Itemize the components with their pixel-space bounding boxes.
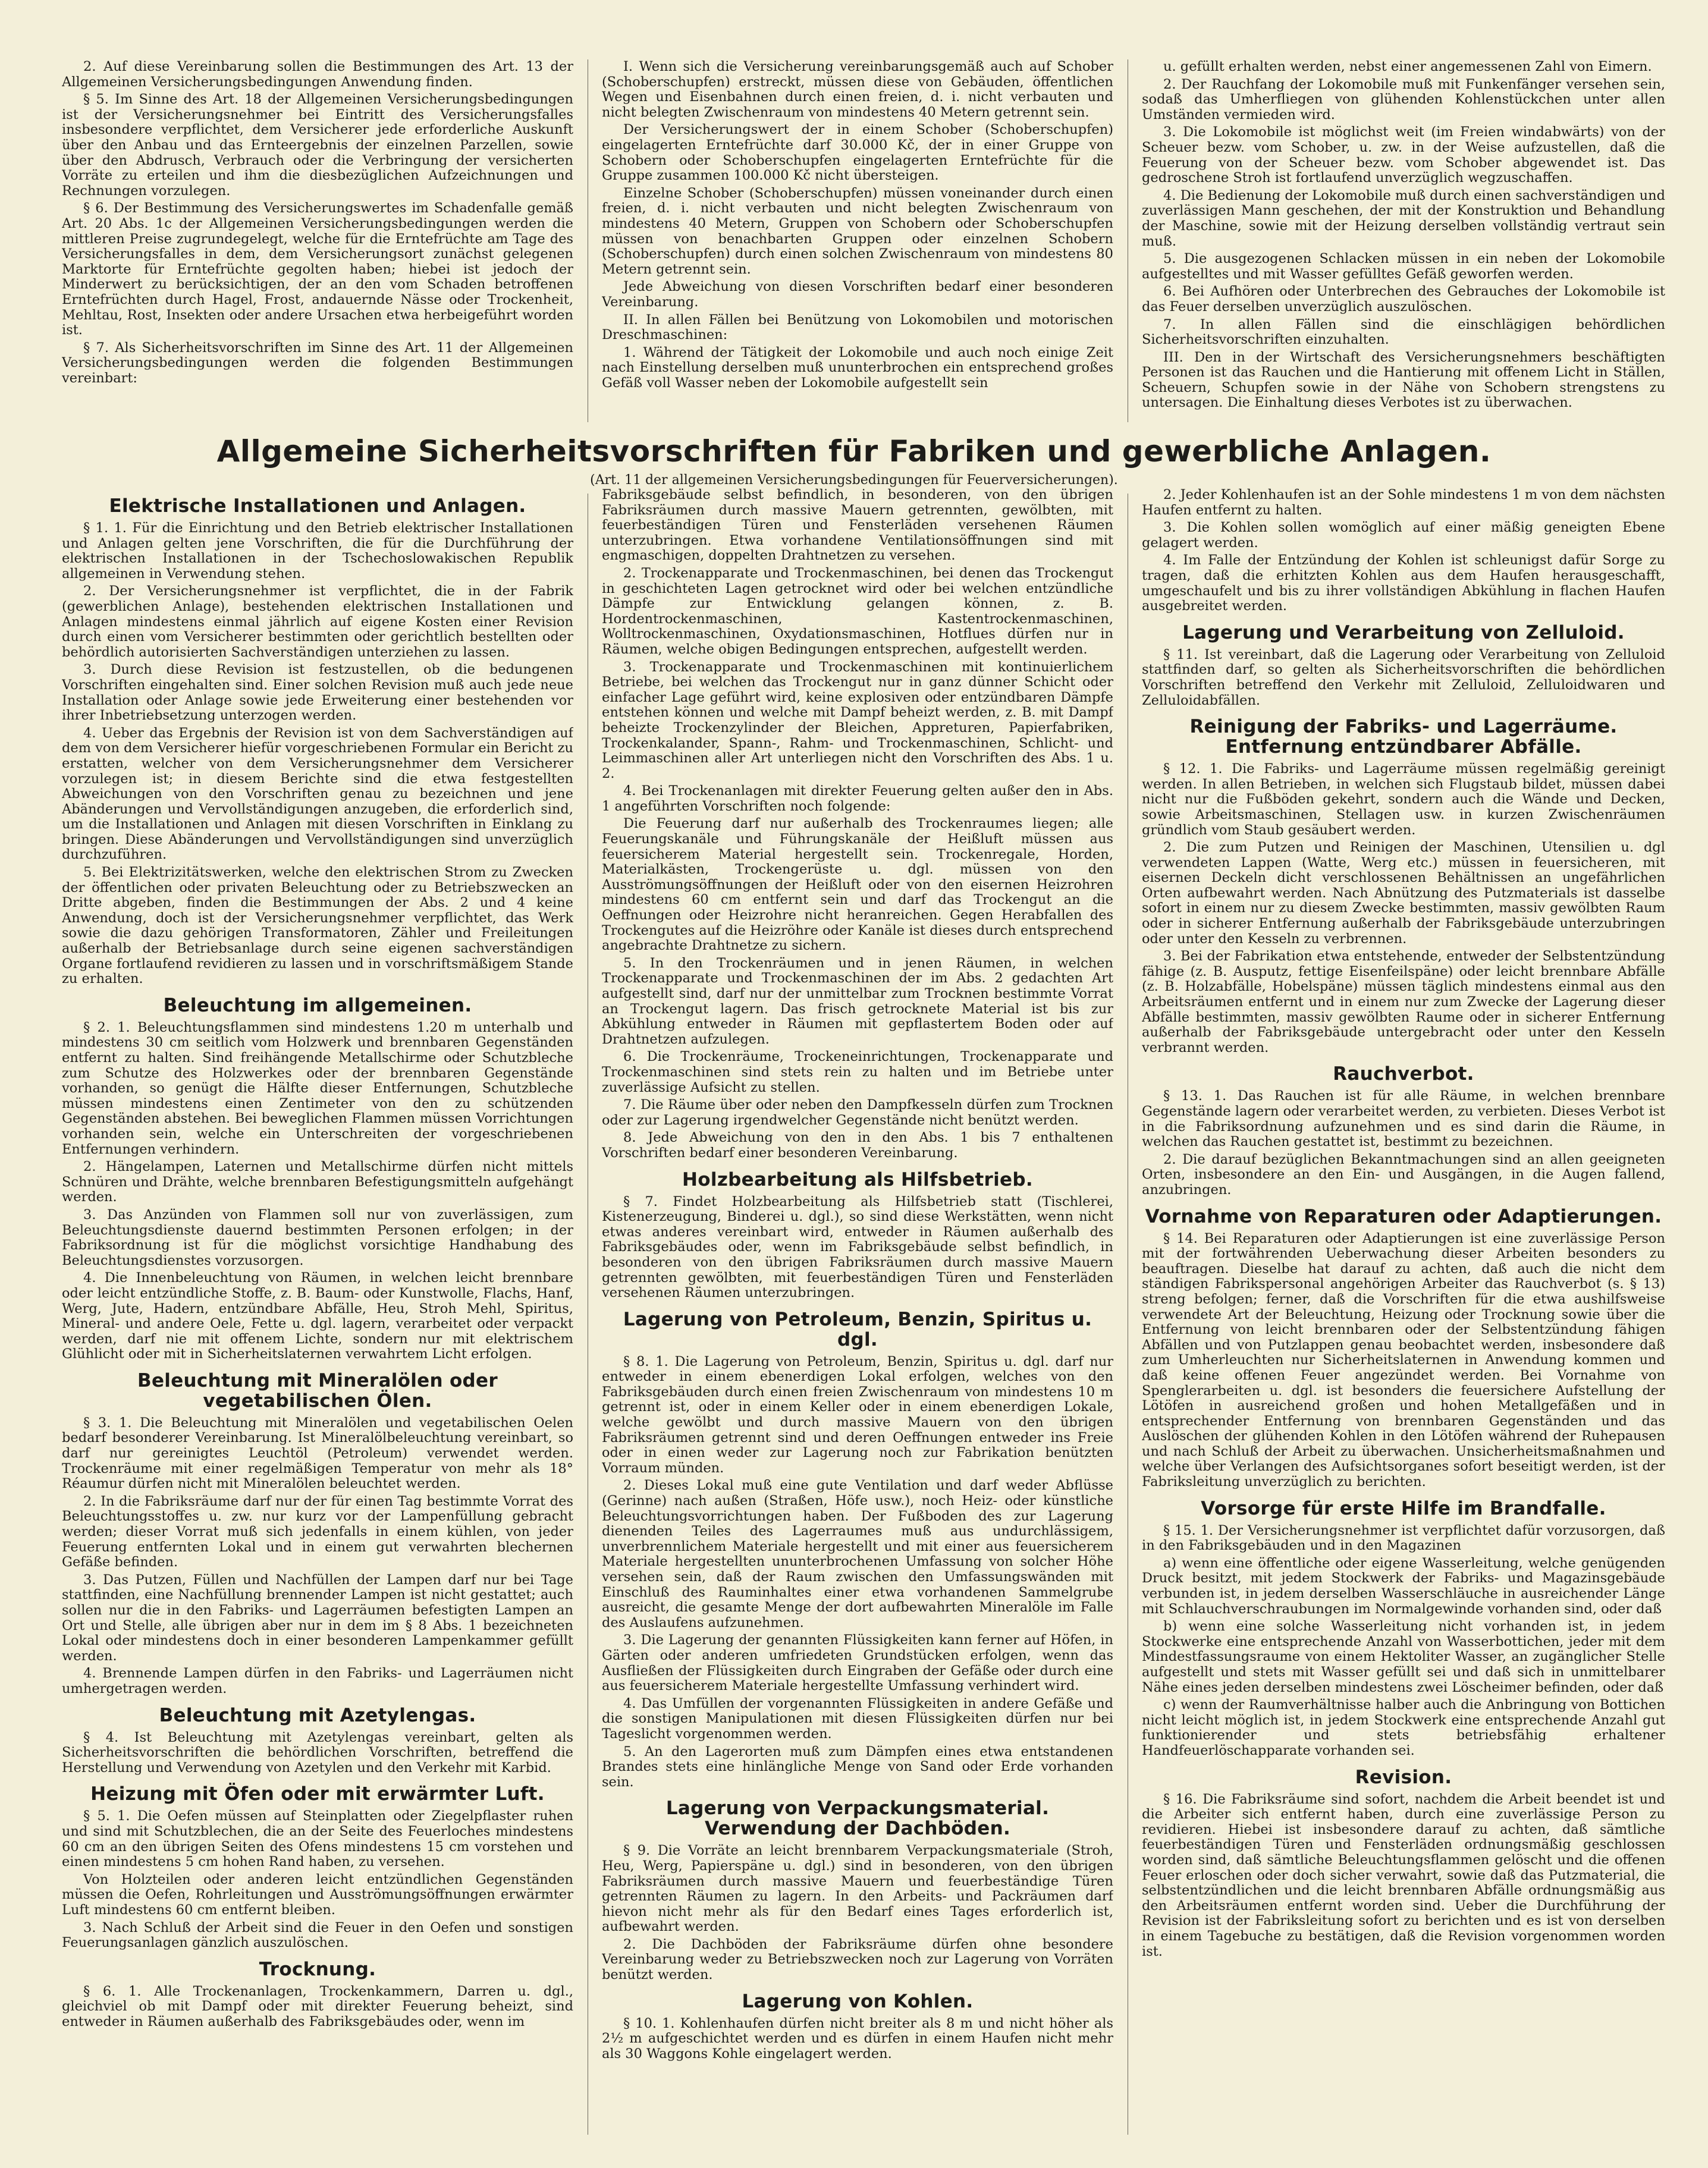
paragraph: Von Holzteilen oder anderen leicht entzündlichen Gegenständen müssen die Oefen, Rohrleitungen und Ausströmungsöffnungen erwärmter Luft mindestens 60 cm entfernt bleiben.: [62, 1871, 573, 1918]
paragraph: 2. In die Fabriksräume darf nur der für einen Tag bestimmte Vorrat des Beleuchtungsstoffes u. zw. nur kurz vor der Lampenfüllung gebracht werden; dieser Vorrat muß sich jedenfalls in einem kühlen, von jeder Feuerung entfernten Lokal und in einem gut verwahrten blechernen Gefäße befinden.: [62, 1493, 573, 1570]
paragraph: 3. Durch diese Revision ist festzustellen, ob die bedungenen Vorschriften eingehalten sind. Einer solchen Revision muß auch jede neue Installation oder Anlage sowie jede Erweiterung einer bestehenden vor ihrer Inbetriebsetzung unterzogen werden.: [62, 662, 573, 724]
paragraph: 4. Die Innenbeleuchtung von Räumen, in welchen leicht brennbare oder leicht entzündliche Stoffe, z. B. Baum- oder Kunstwolle, Flachs, Hanf, Werg, Jute, Hadern, entzündbare Abfälle, Heu, Stroh Mehl, Spiritus, Mineral- und andere Oele, Fette u. dgl. lagern, verarbeitet oder verpackt werden, darf nie mit offenem Lichte, sondern nur mit elektrischem Glühlicht oder mit in Sicherheitslaternen verwahrtem Licht erfolgen.: [62, 1270, 573, 1362]
paragraph: 1. Während der Tätigkeit der Lokomobile und auch noch einige Zeit nach Einstellung derselben muß ununterbrochen ein entsprechend großes Gefäß voll Wasser neben der Lokomobile aufgestellt sein: [602, 344, 1113, 391]
paragraph: 4. Ueber das Ergebnis der Revision ist von dem Sachverständigen auf dem von dem Versicherer hiefür vorgeschriebenen Formular ein Bericht zu erstatten, welcher von dem Versicherungsnehmer dem Versicherer vorzulegen ist; in diesem Berichte sind die etwa festgestellten Abweichungen von den Vorschriften genau zu bezeichnen und jene Abänderungen und Vervollständigungen anzugeben, die erforderlich sind, um die Installationen und Anlagen mit diesen Vorschriften in Einklang zu bringen. Diese Abänderungen und Vervollständigungen sind unverzüglich durchzuführen.: [62, 725, 573, 863]
paragraph: 8. Jede Abweichung von den in den Abs. 1 bis 7 enthaltenen Vorschriften bedarf einer besonderen Vereinbarung.: [602, 1130, 1113, 1161]
paragraph: § 5. 1. Die Oefen müssen auf Steinplatten oder Ziegelpflaster ruhen und sind mit Schutzblechen, die an der Seite des Feuerloches mindestens 60 cm an den übrigen Seiten des Ofens mindestens 15 cm vorstehen und einen mindestens 5 cm hohen Rand haben, zu versehen.: [62, 1808, 573, 1870]
section-heading: Lagerung von Petroleum, Benzin, Spiritus u. dgl.: [623, 1308, 1092, 1350]
paragraph: 7. In allen Fällen sind die einschlägigen behördlichen Sicherheitsvorschriften einzuhalten.: [1142, 316, 1665, 348]
paragraph: 2. Dieses Lokal muß eine gute Ventilation und darf weder Abflüsse (Gerinne) nach außen (Straßen, Höfe usw.), noch Heiz- oder künstliche Beleuchtungsvorrichtungen haben. Der Fußboden des zur Lagerung dienenden Teiles des Lagerraumes muß aus undurchlässigem, unverbrennlichem Materiale hergestellt und mit einer aus feuersicherem Materiale hergestellten ununterbrochenen Umfassung von solcher Höhe versehen sein, daß der Raum zwischen den Umfassungswänden mit Einschluß des Rauminhaltes einer etwa vorhandenen Sammelgrube ausreicht, die gesamte Menge der dort aufbewahrten Mineralöle im Falle des Auslaufens aufzunehmen.: [602, 1478, 1113, 1630]
paragraph: 6. Die Trockenräume, Trockeneinrichtungen, Trockenapparate und Trockenmaschinen sind stets rein zu halten und im Betriebe unter zuverlässige Aufsicht zu stellen.: [602, 1049, 1113, 1095]
paragraph: 3. Bei der Fabrikation etwa entstehende, entweder der Selbstentzündung fähige (z. B. Ausputz, fettige Eisenfeilspäne) oder leicht brennbare Abfälle (z. B. Holzabfälle, Hobelspäne) müssen täglich mindestens einmal aus den Arbeitsräumen entfernt und in einem nur zum Zwecke der Lagerung dieser Abfälle bestimmten, massiv gewölbten Raume oder in sicherer Entfernung außerhalb der Fabriksgebäude untergebracht oder unter den Kesseln verbrannt werden.: [1142, 948, 1665, 1055]
paragraph: 2. Der Versicherungsnehmer ist verpflichtet, die in der Fabrik (gewerblichen Anlage), bestehenden elektrischen Installationen und Anlagen mindestens einmal jährlich auf eigene Kosten einer Revision durch einen vom Versicherer bestimmten oder gerichtlich bestellten oder behördlich autorisierten Sachverständigen unterziehen zu lassen.: [62, 583, 573, 660]
paragraph: 2. Auf diese Vereinbarung sollen die Bestimmungen des Art. 13 der Allgemeinen Versicherungsbedingungen Anwendung finden.: [62, 59, 573, 90]
paragraph: 4. Bei Trockenanlagen mit direkter Feuerung gelten außer den in Abs. 1 angeführten Vorschriften noch folgende:: [602, 783, 1113, 814]
left-column: [62, 488, 573, 2141]
paragraph: 2. Hängelampen, Laternen und Metallschirme dürfen nicht mittels Schnüren und Drähte, welche brennbaren Befestigungsmitteln aufgehängt werden.: [62, 1159, 573, 1205]
paragraph: § 7. Findet Holzbearbeitung als Hilfsbetrieb statt (Tischlerei, Kistenerzeugung, Binderei u. dgl.), so sind diese Werkstätten, wenn nicht etwas anderes vereinbart wird, entweder in Räumen außerhalb des Fabriksgebäudes oder, wenn im Fabriksgebäude selbst befindlich, in besonderen von den übrigen Fabriksräumen durch massive Mauern getrennten gewölbten, mit feuerbeständigen Türen und Fensterläden versehenen Räumen unterzubringen.: [602, 1193, 1113, 1301]
top-column-3: [1142, 59, 1665, 425]
paragraph: § 2. 1. Beleuchtungsflammen sind mindestens 1.20 m unterhalb und mindestens 30 cm seitlich vom Holzwerk und brennbaren Gegenständen entfernt zu halten. Sind freihängende Metallschirme oder Schutzbleche zum Schutze des Holzwerkes oder der brennbaren Gegenstände vorhanden, so genügt die Hälfte dieser Entfernungen, Schutzbleche müssen mindestens einen Zentimeter von den zu schützenden Gegenständen abstehen. Bei beweglichen Flammen müssen Vorrichtungen vorhanden sein, welche ein Unterschreiten der vorgeschriebenen Entfernungen verhindern.: [62, 1019, 573, 1157]
paragraph: § 11. Ist vereinbart, daß die Lagerung oder Verarbeitung von Zelluloid stattfinden darf, so gelten als Sicherheitsvorschriften die behördlichen Vorschriften betreffend den Verkehr mit Zelluloid, Zelluloidwaren und Zelluloidabfällen.: [1142, 646, 1665, 708]
paragraph: c) wenn der Raumverhältnisse halber auch die Anbringung von Bottichen nicht leicht möglich ist, in jedem Stockwerk eine entsprechende Anzahl gut funktionierender und stets betriebsfähig erhaltener Handfeuerlöschapparate vorhanden sei.: [1142, 1697, 1665, 1758]
paragraph: u. gefüllt erhalten werden, nebst einer angemessenen Zahl von Eimern.: [1163, 59, 1652, 74]
section-heading: Revision.: [1355, 1766, 1452, 1788]
section-heading: Reinigung der Fabriks- und Lagerräume. Entfernung entzündbarer Abfälle.: [1189, 716, 1618, 758]
paragraph: b) wenn eine solche Wasserleitung nicht vorhanden ist, in jedem Stockwerke eine entsprechende Anzahl von Wasserbottichen, jeder mit dem Mindestfassungsraume von einem Hektoliter Wasser, an zugänglicher Stelle aufgestellt und stets mit Wasser gefüllt sei und daß sich in unmittelbarer Nähe eines jeden derselben mindestens zwei Löscheimer befinden, oder daß: [1142, 1619, 1665, 1695]
section-heading: Holzbearbeitung als Hilfsbetrieb.: [682, 1168, 1033, 1190]
paragraph: Einzelne Schober (Schoberschupfen) müssen voneinander durch einen freien, d. i. nicht verbauten und nicht belegten Zwischenraum von mindestens 40 Metern, Gruppen von Schobern oder Schoberschupfen müssen von benachbarten Gruppen oder einzelnen Schobern (Schoberschupfen) durch einen solchen Zwischenraum von mindestens 80 Metern getrennt sein.: [602, 185, 1113, 277]
page-subtitle: (Art. 11 der allgemeinen Versicherungsbedingungen für Feuerversicherungen).: [590, 473, 1118, 488]
paragraph: § 15. 1. Der Versicherungsnehmer ist verpflichtet dafür vorzusorgen, daß in den Fabriksgebäuden und in den Magazinen: [1142, 1522, 1665, 1554]
section-heading: Beleuchtung mit Azetylengas.: [159, 1704, 476, 1726]
paragraph: § 10. 1. Kohlenhaufen dürfen nicht breiter als 8 m und nicht höher als 2½ m aufgeschichtet werden und es dürfen in einem Haufen nicht mehr als 30 Waggons Kohle eingelagert werden.: [602, 2015, 1113, 2062]
paragraph: 2. Der Rauchfang der Lokomobile muß mit Funkenfänger versehen sein, sodaß das Umherfliegen von glühenden Kohlenstückchen unter allen Umständen vermieden wird.: [1142, 76, 1665, 122]
paragraph: 3. Trockenapparate und Trockenmaschinen mit kontinuierlichem Betriebe, bei welchen das Trockengut nur in ganz dünner Schicht oder einfacher Lage geführt wird, keine explosiven oder entzündbaren Dämpfe entstehen können und welche mit Dampf beheizt werden, z. B. mit Dampf beheizte Trockenzylinder der Bleichen, Appreturen, Papierfabriken, Trockenkalander, Spann-, Rahm- und Trockenmaschinen, Schlicht- und Leimmaschinen aller Art unterliegen nicht den Vorschriften des Abs. 1 u. 2.: [602, 659, 1113, 781]
paragraph: 2. Trockenapparate und Trockenmaschinen, bei denen das Trockengut in geschichteten Lagen getrocknet wird oder bei welchen entzündliche Dämpfe zur Entwicklung gelangen können, z. B. Hordentrockenmaschinen, Kastentrockenmaschinen, Wolltrockenmaschinen, Oxydationsmaschinen, Hotflues dürfen nur in Räumen, welche obigen Bedingungen entsprechen, aufgestellt werden.: [602, 565, 1113, 657]
section-heading: Vornahme von Reparaturen oder Adaptierungen.: [1145, 1205, 1662, 1227]
paragraph: Fabriksgebäude selbst befindlich, in besonderen, von den übrigen Fabriksräumen durch massive Mauern getrennten, gewölbten, mit feuerbeständigen Türen und Fensterläden versehenen Räumen unterzubringen. Etwa vorhandene Ventilationsöffnungen sind mit engmaschigen, doppelten Drahtnetzen zu versehen.: [602, 488, 1113, 564]
paragraph: 5. Die ausgezogenen Schlacken müssen in ein neben der Lokomobile aufgestelltes und mit Wasser gefülltes Gefäß geworfen werden.: [1142, 251, 1665, 282]
paragraph: § 9. Die Vorräte an leicht brennbarem Verpackungsmateriale (Stroh, Heu, Werg, Papierspäne u. dgl.) sind in besonderen, von den übrigen Fabriksräumen durch massive Mauern und feuerbeständige Türen getrennten Räumen zu lagern. In den Arbeits- und Packräumen darf hievon nicht mehr als für den Bedarf eines Tages erforderlich ist, aufbewahrt werden.: [602, 1843, 1113, 1935]
paragraph: Die Feuerung darf nur außerhalb des Trockenraumes liegen; alle Feuerungskanäle und Führungskanäle der Heißluft müssen aus feuersicherem Material hergestellt sein. Trockenregale, Horden, Materialkästen, Trockengerüste u. dgl. müssen von den Ausströmungsöffnungen der Heißluft oder von den eisernen Heizrohren mindestens 60 cm entfernt sein und darf das Trockengut an die Oeffnungen oder Heizrohre nicht heranreichen. Gegen Herabfallen des Trockengutes auf die Heizröhre oder Kanäle ist dieses durch entsprechend angebrachte Drahtnetze zu sichern.: [602, 816, 1113, 954]
paragraph: 4. Im Falle der Entzündung der Kohlen ist schleunigst dafür Sorge zu tragen, daß die erhitzten Kohlen aus dem Haufen herausgeschafft, umgeschaufelt und bis zu ihrer vollständigen Abkühlung in flachen Haufen ausgebreitet werden.: [1142, 552, 1665, 614]
paragraph: 4. Brennende Lampen dürfen in den Fabriks- und Lagerräumen nicht umhergetragen werden.: [62, 1666, 573, 1696]
right-column: [1142, 488, 1665, 2141]
paragraph: 5. In den Trockenräumen und in jenen Räumen, in welchen Trockenapparate und Trockenmaschinen der im Abs. 2 gedachten Art aufgestellt sind, darf nur der unmittelbar zum Trocknen bestimmte Vorrat an Trockengut lagern. Das frisch getrocknete Material ist bis zur Abkühlung entweder in Räumen mit gepflastertem Boden oder auf Drahtnetzen aufzulegen.: [602, 955, 1113, 1047]
paragraph: 4. Die Bedienung der Lokomobile muß durch einen sachverständigen und zuverlässigen Mann geschehen, der mit der Konstruktion und Behandlung der Maschine, sowie mit der Heizung derselben vollständig vertraut sein muß.: [1142, 187, 1665, 249]
paragraph: § 6. 1. Alle Trockenanlagen, Trockenkammern, Darren u. dgl., gleichviel ob mit Dampf oder mit direkter Feuerung beheizt, sind entweder in Räumen außerhalb des Fabriksgebäudes oder, wenn im: [62, 1983, 573, 2029]
section-heading: Lagerung von Verpackungsmaterial. Verwendung der Dachböden.: [665, 1798, 1050, 1840]
paragraph: § 4. Ist Beleuchtung mit Azetylengas vereinbart, gelten als Sicherheitsvorschriften die behördlichen Vorschriften, betreffend die Herstellung und Verwendung von Azetylen und den Verkehr mit Karbid.: [62, 1729, 573, 1776]
page-title: Allgemeine Sicherheitsvorschriften für Fabriken und gewerbliche Anlagen.: [216, 434, 1492, 469]
paragraph: § 1. 1. Für die Einrichtung und den Betrieb elektrischer Installationen und Anlagen gelten jene Vorschriften, die für die Durchführung der elektrischen Installationen in der Tschechoslowakischen Republik allgemeinen in Verwendung stehen.: [62, 520, 573, 582]
paragraph: Jede Abweichung von diesen Vorschriften bedarf einer besonderen Vereinbarung.: [602, 279, 1113, 310]
paragraph: 3. Nach Schluß der Arbeit sind die Feuer in den Oefen und sonstigen Feuerungsanlagen gänzlich auszulöschen.: [62, 1919, 573, 1951]
paragraph: 2. Die darauf bezüglichen Bekanntmachungen sind an allen geeigneten Orten, insbesondere an den Ein- und Ausgängen, in die Augen fallend, anzubringen.: [1142, 1151, 1665, 1198]
paragraph: § 16. Die Fabriksräume sind sofort, nachdem die Arbeit beendet ist und die Arbeiter sich entfernt haben, durch eine zuverlässige Person zu revidieren. Hiebei ist insbesondere darauf zu achten, daß sämtliche feuerbeständigen Türen und Fensterläden ordnungsmäßig geschlossen worden sind, daß sämtliche Beleuchtungsflammen gelöscht und die offenen Feuer erloschen oder doch sicher verwahrt, sowie daß das Putzmaterial, die selbstentzündlichen und die leicht brennbaren Abfälle ordnungsmäßig aus den Arbeitsräumen entfernt worden sind. Ueber die Durchführung der Revision ist der Fabriksleitung sofort zu berichten und es ist von derselben in einem Tagebuche zu bestätigen, daß die Revision vorgenommen worden ist.: [1142, 1791, 1665, 1959]
paragraph: 2. Die Dachböden der Fabriksräume dürfen ohne besondere Vereinbarung weder zu Betriebszwecken noch zur Lagerung von Vorräten benützt werden.: [602, 1936, 1113, 1983]
paragraph: III. Den in der Wirtschaft des Versicherungsnehmers beschäftigten Personen ist das Rauchen und die Hantierung mit offenem Licht in Ställen, Scheuern, Schupfen sowie in der Nähe von Schobern strengstens zu untersagen. Die Einhaltung dieses Verbotes ist zu überwachen.: [1142, 349, 1665, 411]
top-column-2: [602, 59, 1113, 425]
section-heading: Rauchverbot.: [1333, 1063, 1474, 1085]
paragraph: 5. Bei Elektrizitätswerken, welche den elektrischen Strom zu Zwecken der öffentlichen oder privaten Beleuchtung oder zu Betriebszwecken an Dritte abgeben, finden die Bestimmungen der Abs. 2 und 4 keine Anwendung, doch ist der Versicherungsnehmer verpflichtet, das Werk sowie die dazu gehörigen Transformatoren, Zähler und Freileitungen außerhalb der Betriebsanlage durch seine eigenen sachverständigen Organe fortlaufend revidieren zu lassen und in vorschriftsmäßigem Stande zu erhalten.: [62, 865, 573, 987]
paragraph: 4. Das Umfüllen der vorgenannten Flüssigkeiten in andere Gefäße und die sonstigen Manipulationen mit diesen Flüssigkeiten dürfen nur bei Tageslicht vorgenommen werden.: [602, 1695, 1113, 1742]
paragraph: II. In allen Fällen bei Benützung von Lokomobilen und motorischen Dreschmaschinen:: [602, 312, 1113, 343]
paragraph: 5. An den Lagerorten muß zum Dämpfen eines etwa entstandenen Brandes stets eine hinlängliche Menge von Sand oder Erde vorhanden sein.: [602, 1743, 1113, 1790]
middle-column: [602, 488, 1113, 2141]
paragraph: 6. Bei Aufhören oder Unterbrechen des Gebrauches der Lokomobile ist das Feuer derselben unverzüglich auszulöschen.: [1142, 284, 1665, 315]
paragraph: 3. Das Anzünden von Flammen soll nur von zuverlässigen, zum Beleuchtungsdienste dauernd bestimmten Personen erfolgen; in der Fabriksordnung ist für die möglichst vorsichtige Handhabung des Beleuchtungsdienstes vorzusorgen.: [62, 1206, 573, 1268]
section-heading: Vorsorge für erste Hilfe im Brandfalle.: [1201, 1497, 1606, 1519]
paragraph: 2. Die zum Putzen und Reinigen der Maschinen, Utensilien u. dgl verwendeten Lappen (Watte, Werg etc.) müssen in feuersicheren, mit eisernen Deckeln dicht verschlossenen Behältnissen an ungefährlichen Orten aufbewahrt werden. Nach Abnützung des Putzmaterials ist dasselbe sofort in einem nur zu diesem Zwecke bestimmten, massiv gewölbten Raum oder in sicherer Entfernung außerhalb der Fabriksgebäude unterzubringen oder unter den Kesseln zu verbrennen.: [1142, 840, 1665, 947]
paragraph: a) wenn eine öffentliche oder eigene Wasserleitung, welche genügenden Druck besitzt, mit jedem Stockwerk der Fabriks- und Magazinsgebäude verbunden ist, in jedem derselben Wasserschläuche in ausreichender Länge mit Schlauchverschraubungen im Normalgewinde vorhanden sind, oder daß: [1142, 1555, 1665, 1617]
paragraph: 2. Jeder Kohlenhaufen ist an der Sohle mindestens 1 m von dem nächsten Haufen entfernt zu halten.: [1142, 488, 1665, 518]
section-heading: Elektrische Installationen und Anlagen.: [109, 495, 526, 517]
section-heading: Beleuchtung im allgemeinen.: [163, 994, 472, 1016]
paragraph: 3. Die Lokomobile ist möglichst weit (im Freien windabwärts) von der Scheuer bezw. vom Schober, u. zw. in der Weise aufzustellen, daß die Feuerung von der Scheuer bezw. vom Schober abgewendet ist. Das gedroschene Stroh ist fortlaufend unverzüglich wegzuschaffen.: [1142, 124, 1665, 186]
paragraph: 3. Die Kohlen sollen womöglich auf einer mäßig geneigten Ebene gelagert werden.: [1142, 520, 1665, 551]
paragraph: § 3. 1. Die Beleuchtung mit Mineralölen und vegetabilischen Oelen bedarf besonderer Vereinbarung. Ist Mineralölbeleuchtung vereinbart, so darf nur gereinigtes Leuchtöl (Petroleum) verwendet werden. Trockenräume mit einer regelmäßigen Temperatur von mehr als 18° Réaumur dürfen nicht mit Mineralölen beleuchtet werden.: [62, 1415, 573, 1492]
section-heading: Heizung mit Öfen oder mit erwärmter Luft.: [90, 1783, 545, 1805]
section-heading: Lagerung von Kohlen.: [742, 1990, 974, 2012]
section-heading: Trocknung.: [259, 1958, 376, 1980]
paragraph: § 7. Als Sicherheitsvorschriften im Sinne des Art. 11 der Allgemeinen Versicherungsbedingungen werden die folgenden Bestimmungen vereinbart:: [62, 340, 573, 386]
paragraph: § 13. 1. Das Rauchen ist für alle Räume, in welchen brennbare Gegenstände lagern oder verarbeitet werden, zu verbieten. Dieses Verbot ist in die Fabriksordnung aufzunehmen und es sind darin die Räume, in welchen das Rauchen gestattet ist, bestimmt zu bezeichnen.: [1142, 1088, 1665, 1150]
paragraph: 3. Die Lagerung der genannten Flüssigkeiten kann ferner auf Höfen, in Gärten oder anderen umfriedeten Grundstücken erfolgen, wenn das Ausfließen der Flüssigkeiten durch Eingraben der Gefäße oder durch eine aus feuersicherem Materiale hergestellte Umfassung verhindert wird.: [602, 1632, 1113, 1694]
paragraph: § 8. 1. Die Lagerung von Petroleum, Benzin, Spiritus u. dgl. darf nur entweder in einem ebenerdigen Lokal erfolgen, welches von den Fabriksgebäuden durch einen freien Zwischenraum von mindestens 10 m getrennt ist, oder in einem Keller oder in einem ebenerdigen Lokale, welche gewölbt und durch massive Mauern von den übrigen Fabriksräumen getrennt sind und deren Oeffnungen entweder ins Freie oder in einen weder zur Lagerung noch zur Fabrikation benützten Vorraum münden.: [602, 1353, 1113, 1476]
paragraph: 7. Die Räume über oder neben den Dampfkesseln dürfen zum Trocknen oder zur Lagerung irgendwelcher Gegenstände nicht benützt werden.: [602, 1097, 1113, 1128]
paragraph: § 12. 1. Die Fabriks- und Lagerräume müssen regelmäßig gereinigt werden. In allen Betrieben, in welchen sich Flugstaub bildet, müssen dabei nicht nur die Fußböden gekehrt, sondern auch die Wände und Decken, sowie Arbeitsmaschinen, Stellagen usw. in kurzen Zwischenräumen gründlich vom Staub gesäubert werden.: [1142, 761, 1665, 838]
paragraph: § 14. Bei Reparaturen oder Adaptierungen ist eine zuverlässige Person mit der fortwährenden Ueberwachung dieser Arbeiten besonders zu beauftragen. Dieselbe hat darauf zu achten, daß auch die nicht dem ständigen Fabrikspersonal angehörigen Arbeiter das Rauchverbot (s. § 13) streng befolgen; ferner, daß die Vorschriften für die etwa aushilfsweise verwendete Art der Beleuchtung, Heizung oder Trocknung sowie über die Entfernung von leicht brennbaren oder der Selbstentzündung fähigen Abfällen und von Putzlappen genau beobachtet werden, insbesondere daß zum Umherleuchten nur Sicherheitslaternen in Anwendung kommen und daß keine offenen Feuer angezündet werden. Bei Vornahme von Spenglerarbeiten u. dgl. ist besonders die feuersichere Aufstellung der Lötöfen in ausreichend großen und hohen Metallgefäßen und in entsprechender Entfernung von brennbaren Gegenständen und das Auslöschen der glühenden Kohlen in den Lötöfen während der Ruhepausen und nach Schluß der Arbeit zu überwachen. Unsicherheitsmaßnahmen und welche über Verlangen des Aufsichtsorganes sofort beseitigt werden, ist der Fabriksleitung unverzüglich zu berichten.: [1142, 1230, 1665, 1490]
paragraph: Der Versicherungswert der in einem Schober (Schoberschupfen) eingelagerten Erntefrüchte darf 30.000 Kč, der in einer Gruppe von Schobern oder Schoberschupfen eingelagerten Erntefrüchte für die Gruppe zusammen 100.000 Kč nicht übersteigen.: [602, 122, 1113, 184]
section-heading: Lagerung und Verarbeitung von Zelluloid.: [1182, 621, 1625, 643]
paragraph: I. Wenn sich die Versicherung vereinbarungsgemäß auch auf Schober (Schoberschupfen) erstreckt, müssen diese von Gebäuden, öffentlichen Wegen und Eisenbahnen durch einen freien, d. i. nicht verbauten und nicht belegten Zwischenraum von mindestens 40 Metern getrennt sein.: [602, 59, 1113, 120]
section-heading: Beleuchtung mit Mineralölen oder vegetabilischen Ölen.: [137, 1369, 498, 1412]
paragraph: 3. Das Putzen, Füllen und Nachfüllen der Lampen darf nur bei Tage stattfinden, eine Nachfüllung brennender Lampen ist nicht gestattet; auch sollen nur die in den Fabriks- und Lagerräumen befestigten Lampen an Ort und Stelle, alle übrigen aber nur in dem im § 8 Abs. 1 bezeichneten Lokal oder mindestens doch in einer besonderen Lampenkammer gefüllt werden.: [62, 1572, 573, 1664]
top-column-1: [62, 59, 573, 425]
paragraph: § 5. Im Sinne des Art. 18 der Allgemeinen Versicherungsbedingungen ist der Versicherungsnehmer bei Eintritt des Versicherungsfalles insbesondere verpflichtet, dem Versicherer jede erforderliche Auskunft über den Anbau und das Ernteergebnis der einzelnen Parzellen, sowie über den Abdrusch, Verbrauch oder die Verbringung der versicherten Vorräte zu erteilen und ihm die diesbezüglichen Aufzeichnungen und Rechnungen vorzulegen.: [62, 92, 573, 199]
paragraph: § 6. Der Bestimmung des Versicherungswertes im Schadenfalle gemäß Art. 20 Abs. 1c der Allgemeinen Versicherungsbedingungen werden die mittleren Preise zugrundegelegt, welche für die Erntefrüchte am Tage des Versicherungsfalles in dem, dem Versicherungsort zunächst gelegenen Marktorte für Erntefrüchte gegolten haben; hiebei ist jedoch der Minderwert zu berücksichtigen, der an den vom Schaden betroffenen Erntefrüchten durch Hagel, Frost, andauernde Nässe oder Trockenheit, Mehltau, Rost, Insekten oder andere Ursachen etwa herbeigeführt worden ist.: [62, 200, 573, 338]
